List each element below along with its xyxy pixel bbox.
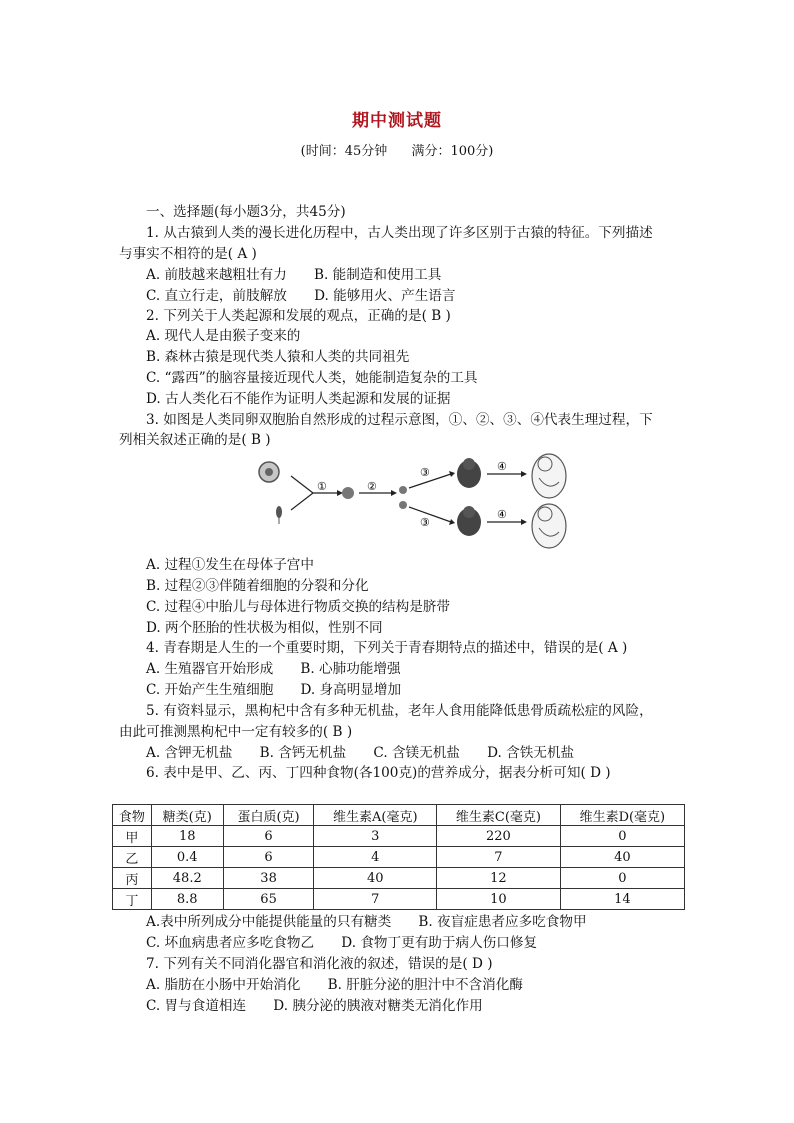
table-cell: 7 [314,889,437,910]
question-3-option-b: B. 过程②③伴随着细胞的分裂和分化 [146,578,369,594]
exam-time: (时间：45分钟 [300,144,388,159]
table-cell: 0.4 [151,847,223,868]
table-cell: 6 [223,826,314,847]
table-cell: 40 [560,847,684,868]
question-1-options-cd: C. 直立行走，前肢解放 D. 能够用火、产生语言 [146,288,456,304]
egg-cell-icon [259,462,279,482]
question-1-stem: 1. 从古猿到人类的漫长进化历程中，古人类出现了许多区别于古猿的特征。下列描述 [146,225,653,241]
table-cell: 7 [437,847,561,868]
question-4-stem: 4. 青春期是人生的一个重要时期，下列关于青春期特点的描述中，错误的是( A ) [146,640,628,656]
table-cell: 4 [314,847,437,868]
table-row [113,847,685,868]
table-cell: 0 [560,868,684,889]
table-cell: 乙 [113,847,152,868]
question-4-options-ab: A. 生殖器官开始形成 B. 心肺功能增强 [146,661,401,677]
process-4-top-label: ④ [497,460,507,473]
question-5-stem: 5. 有资料显示，黑枸杞中含有多种无机盐，老年人食用能降低患骨质疏松症的风险， [146,703,653,719]
question-1-options-ab: A. 前肢越来越粗壮有力 B. 能制造和使用工具 [146,267,442,283]
table-cell: 40 [314,868,437,889]
exam-info [0,140,794,159]
table-row [113,826,685,847]
table-cell: 丁 [113,889,152,910]
column-header: 维生素C(毫克) [437,805,561,826]
table-cell: 12 [437,868,561,889]
question-2-stem: 2. 下列关于人类起源和发展的观点，正确的是( B ) [146,308,451,324]
table-cell: 14 [560,889,684,910]
table-header-row [113,805,685,826]
twin-formation-diagram [255,452,575,552]
table-row [113,889,685,910]
question-2-option-b: B. 森林古猿是现代类人猿和人类的共同祖先 [146,349,410,365]
table-row [113,868,685,889]
section-heading: 一、选择题(每小题3分，共45分) [146,204,346,220]
question-7-options-cd: C. 胃与食道相连 D. 胰分泌的胰液对糖类无消化作用 [146,998,483,1014]
process-3-bottom-label: ③ [420,516,430,529]
table-cell: 3 [314,826,437,847]
zygote-icon [342,487,354,499]
process-2-label: ② [367,480,377,493]
table-cell: 65 [223,889,314,910]
embryo-top-icon [457,458,481,488]
column-header: 蛋白质(克) [223,805,314,826]
question-2-option-c: C. “露西”的脑容量接近现代人类，她能制造复杂的工具 [146,370,478,386]
question-5-options: A. 含钾无机盐 B. 含钙无机盐 C. 含镁无机盐 D. 含铁无机盐 [146,745,575,761]
table-cell: 220 [437,826,561,847]
question-7-stem: 7. 下列有关不同消化器官和消化液的叙述，错误的是( D ) [146,956,493,972]
table-cell: 48.2 [151,868,223,889]
exam-score: 满分：100分) [411,144,494,159]
question-6-options-ab: A.表中所列成分中能提供能量的只有糖类 B. 夜盲症患者应多吃食物甲 [146,914,587,930]
table-cell: 0 [560,826,684,847]
question-3-option-c: C. 过程④中胎儿与母体进行物质交换的结构是脐带 [146,599,451,615]
table-cell: 6 [223,847,314,868]
table-cell: 18 [151,826,223,847]
page-title: 期中测试题 [352,111,442,131]
process-4-bottom-label: ④ [497,508,507,521]
table-cell: 甲 [113,826,152,847]
process-3-top-label: ③ [420,466,430,479]
question-2-option-d: D. 古人类化石不能作为证明人类起源和发展的证据 [146,391,451,407]
question-3-stem: 3. 如图是人类同卵双胞胎自然形成的过程示意图，①、②、③、④代表生理过程，下 [146,412,653,428]
column-header: 维生素D(毫克) [560,805,684,826]
split-cell-bottom-icon [399,501,407,509]
question-5-stem-cont: 由此可推测黑枸杞中一定有较多的( B ) [119,724,353,740]
question-7-options-ab: A. 脂肪在小肠中开始消化 B. 肝脏分泌的胆汁中不含消化酶 [146,977,523,993]
fetus-top-icon [532,454,566,498]
nutrition-table [112,804,685,910]
column-header: 食物 [113,805,152,826]
process-1-label: ① [317,480,327,493]
table-cell: 10 [437,889,561,910]
table-cell: 38 [223,868,314,889]
question-3-stem-cont: 列相关叙述正确的是( B ) [119,432,271,448]
embryo-bottom-icon [457,506,481,536]
split-cell-top-icon [399,486,407,494]
question-2-option-a: A. 现代人是由猴子变来的 [146,328,301,344]
question-6-options-cd: C. 坏血病患者应多吃食物乙 D. 食物丁更有助于病人伤口修复 [146,935,538,951]
question-6-stem: 6. 表中是甲、乙、丙、丁四种食物(各100克)的营养成分，据表分析可知( D ) [146,765,611,781]
question-3-option-d: D. 两个胚胎的性状极为相似，性别不同 [146,620,383,636]
sperm-icon [276,506,282,524]
question-4-options-cd: C. 开始产生生殖细胞 D. 身高明显增加 [146,682,402,698]
fetus-bottom-icon [532,504,566,548]
table-cell: 丙 [113,868,152,889]
table-cell: 8.8 [151,889,223,910]
column-header: 维生素A(毫克) [314,805,437,826]
question-3-option-a: A. 过程①发生在母体子宫中 [146,557,314,573]
question-1-stem-cont: 与事实不相符的是( A ) [119,246,257,262]
column-header: 糖类(克) [151,805,223,826]
